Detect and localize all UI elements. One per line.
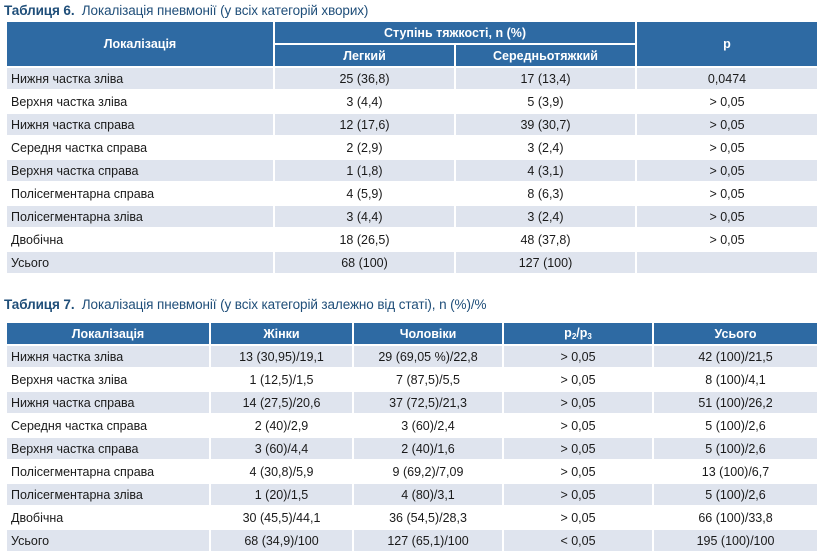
t7-header-total: Усього xyxy=(654,323,817,344)
t6-header-localization: Локалізація xyxy=(7,22,273,66)
table-row xyxy=(7,438,817,459)
localization-cell: Полісегментарна справа xyxy=(7,183,273,204)
localization-cell: Нижня частка справа xyxy=(7,114,273,135)
p-value-cell: > 0,05 xyxy=(504,507,652,528)
total-cell: 42 (100)/21,5 xyxy=(654,346,817,367)
men-cell: 127 (65,1)/100 xyxy=(354,530,502,551)
localization-cell: Нижня частка зліва xyxy=(7,346,209,367)
moderate-cell: 5 (3,9) xyxy=(456,91,635,112)
p-value-cell: > 0,05 xyxy=(637,91,817,112)
p-value-cell: < 0,05 xyxy=(504,530,652,551)
men-cell: 36 (54,5)/28,3 xyxy=(354,507,502,528)
p-value-cell: > 0,05 xyxy=(504,461,652,482)
t7-body xyxy=(7,346,817,551)
table7-caption-text: Локалізація пневмонії (у всіх категорій залежно від статі), n (%)/% xyxy=(81,297,487,312)
table-row xyxy=(7,114,817,135)
t6-header-p: p xyxy=(637,22,817,66)
total-cell: 5 (100)/2,6 xyxy=(654,484,817,505)
moderate-cell: 127 (100) xyxy=(456,252,635,273)
localization-cell: Верхня частка справа xyxy=(7,160,273,181)
moderate-cell: 17 (13,4) xyxy=(456,68,635,89)
table-row xyxy=(7,160,817,181)
p-value-cell: 0,0474 xyxy=(637,68,817,89)
total-cell: 8 (100)/4,1 xyxy=(654,369,817,390)
mild-cell: 12 (17,6) xyxy=(275,114,454,135)
p-value-cell: > 0,05 xyxy=(637,229,817,250)
localization-cell: Усього xyxy=(7,530,209,551)
table6-caption-text: Локалізація пневмонії (у всіх категорій хворих) xyxy=(81,3,369,18)
women-cell: 68 (34,9)/100 xyxy=(211,530,352,551)
localization-cell: Верхня частка справа xyxy=(7,438,209,459)
p-value-cell: > 0,05 xyxy=(504,484,652,505)
women-cell: 4 (30,8)/5,9 xyxy=(211,461,352,482)
moderate-cell: 3 (2,4) xyxy=(456,206,635,227)
localization-cell: Верхня частка зліва xyxy=(7,369,209,390)
p-value-cell: > 0,05 xyxy=(504,346,652,367)
table-row xyxy=(7,137,817,158)
women-cell: 30 (45,5)/44,1 xyxy=(211,507,352,528)
t6-header-severity: Ступінь тяжкості, n (%) xyxy=(275,22,635,43)
women-cell: 1 (20)/1,5 xyxy=(211,484,352,505)
p-value-cell: > 0,05 xyxy=(637,206,817,227)
total-cell: 13 (100)/6,7 xyxy=(654,461,817,482)
mild-cell: 68 (100) xyxy=(275,252,454,273)
p-value-cell: > 0,05 xyxy=(504,415,652,436)
p-value-cell xyxy=(637,252,817,273)
women-cell: 1 (12,5)/1,5 xyxy=(211,369,352,390)
p-value-cell: > 0,05 xyxy=(637,114,817,135)
moderate-cell: 4 (3,1) xyxy=(456,160,635,181)
moderate-cell: 3 (2,4) xyxy=(456,137,635,158)
localization-cell: Середня частка справа xyxy=(7,415,209,436)
localization-cell: Двобічна xyxy=(7,507,209,528)
women-cell: 3 (60)/4,4 xyxy=(211,438,352,459)
moderate-cell: 48 (37,8) xyxy=(456,229,635,250)
table6 xyxy=(5,20,819,275)
localization-cell: Нижня частка зліва xyxy=(7,68,273,89)
table7 xyxy=(5,321,819,553)
p-value-cell: > 0,05 xyxy=(637,160,817,181)
mild-cell: 4 (5,9) xyxy=(275,183,454,204)
total-cell: 51 (100)/26,2 xyxy=(654,392,817,413)
localization-cell: Двобічна xyxy=(7,229,273,250)
table6-caption-number: Таблиця 6. xyxy=(4,3,75,18)
men-cell: 2 (40)/1,6 xyxy=(354,438,502,459)
t6-header-moderate: Середньотяжкий xyxy=(456,45,635,66)
men-cell: 7 (87,5)/5,5 xyxy=(354,369,502,390)
table-row xyxy=(7,392,817,413)
localization-cell: Верхня частка зліва xyxy=(7,91,273,112)
table-row xyxy=(7,252,817,273)
men-cell: 9 (69,2)/7,09 xyxy=(354,461,502,482)
women-cell: 14 (27,5)/20,6 xyxy=(211,392,352,413)
table-row xyxy=(7,91,817,112)
table-row xyxy=(7,415,817,436)
table-row xyxy=(7,484,817,505)
mild-cell: 18 (26,5) xyxy=(275,229,454,250)
t7-header-localization: Локалізація xyxy=(7,323,209,344)
t7-header-women: Жінки xyxy=(211,323,352,344)
table-row xyxy=(7,507,817,528)
women-cell: 2 (40)/2,9 xyxy=(211,415,352,436)
table-row xyxy=(7,229,817,250)
t7-header-men: Чоловіки xyxy=(354,323,502,344)
total-cell: 5 (100)/2,6 xyxy=(654,415,817,436)
mild-cell: 25 (36,8) xyxy=(275,68,454,89)
men-cell: 37 (72,5)/21,3 xyxy=(354,392,502,413)
mild-cell: 3 (4,4) xyxy=(275,91,454,112)
mild-cell: 1 (1,8) xyxy=(275,160,454,181)
men-cell: 4 (80)/3,1 xyxy=(354,484,502,505)
table-row xyxy=(7,530,817,551)
table7-caption-number: Таблиця 7. xyxy=(4,297,75,312)
mild-cell: 3 (4,4) xyxy=(275,206,454,227)
table7-caption xyxy=(4,297,486,312)
men-cell: 29 (69,05 %)/22,8 xyxy=(354,346,502,367)
localization-cell: Усього xyxy=(7,252,273,273)
t6-body xyxy=(7,68,817,273)
p-value-cell: > 0,05 xyxy=(637,137,817,158)
table-row xyxy=(7,183,817,204)
table-row xyxy=(7,68,817,89)
localization-cell: Полісегментарна зліва xyxy=(7,484,209,505)
t7-header-p: $p_2/p_3$ xyxy=(504,323,652,344)
total-cell: 5 (100)/2,6 xyxy=(654,438,817,459)
t6-header-mild: Легкий xyxy=(275,45,454,66)
table-row xyxy=(7,369,817,390)
total-cell: 66 (100)/33,8 xyxy=(654,507,817,528)
table-row xyxy=(7,461,817,482)
women-cell: 13 (30,95)/19,1 xyxy=(211,346,352,367)
localization-cell: Середня частка справа xyxy=(7,137,273,158)
p-value-cell: > 0,05 xyxy=(504,392,652,413)
total-cell: 195 (100)/100 xyxy=(654,530,817,551)
table-row xyxy=(7,346,817,367)
mild-cell: 2 (2,9) xyxy=(275,137,454,158)
moderate-cell: 39 (30,7) xyxy=(456,114,635,135)
men-cell: 3 (60)/2,4 xyxy=(354,415,502,436)
moderate-cell: 8 (6,3) xyxy=(456,183,635,204)
p-value-cell: > 0,05 xyxy=(504,438,652,459)
localization-cell: Полісегментарна зліва xyxy=(7,206,273,227)
table6-caption xyxy=(4,3,368,18)
localization-cell: Полісегментарна справа xyxy=(7,461,209,482)
table-row xyxy=(7,206,817,227)
p-value-cell: > 0,05 xyxy=(637,183,817,204)
p-value-cell: > 0,05 xyxy=(504,369,652,390)
localization-cell: Нижня частка справа xyxy=(7,392,209,413)
